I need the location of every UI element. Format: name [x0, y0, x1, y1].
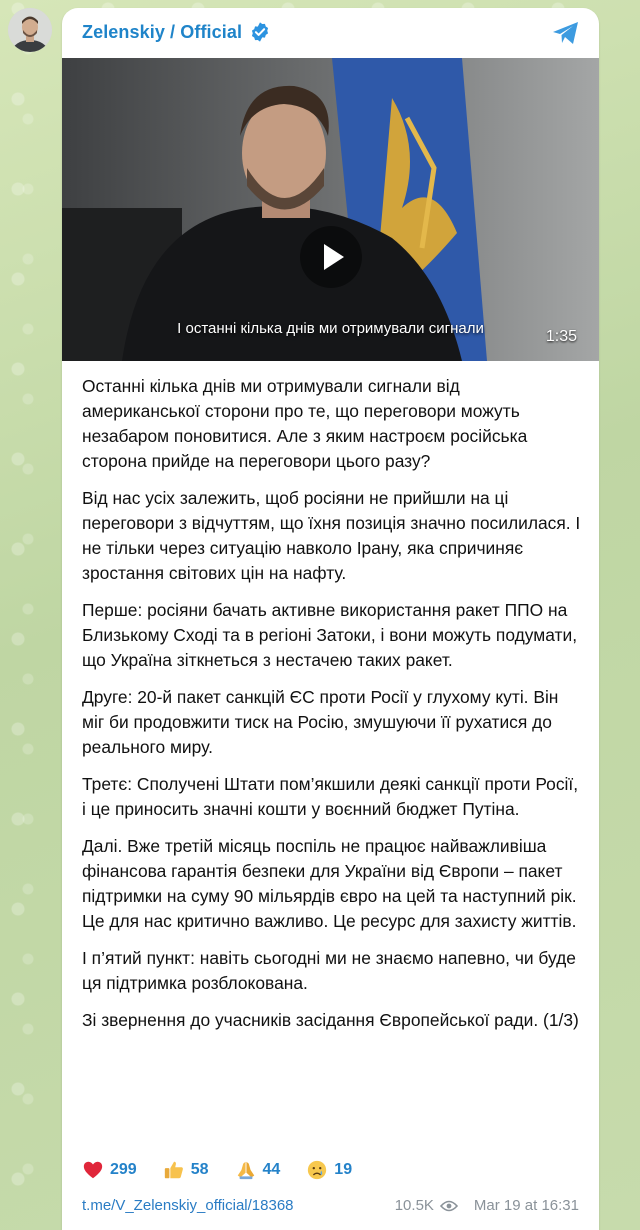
channel-name[interactable]: Zelenskiy / Official — [82, 21, 243, 42]
channel-avatar[interactable] — [8, 8, 52, 52]
post-paragraph: Від нас усіх залежить, щоб росіяни не прийшли на ці переговори з відчуттям, що їхня позиція значно посилилася. І не тільки через ситуацію навколо Ірану, яка спричиняє зростання світових цін на нафту. — [82, 488, 581, 583]
reaction-crying-face[interactable] — [306, 1159, 352, 1181]
message-bubble — [62, 8, 599, 1230]
post-paragraph: Зі звернення до учасників засідання Європейської ради. (1/3) — [82, 1010, 579, 1030]
message-header — [82, 20, 271, 44]
reaction-count: 58 — [190, 1161, 209, 1178]
message-meta — [395, 1197, 579, 1214]
post-paragraph: Далі. Вже третій місяць поспіль не працює найважливіша фінансова гарантія безпеки для України від Європи – пакет підтримки на суму 90 мільярдів євро на цей та наступний рік. Це для нас критично важливо. Це ресурс для захисту життів. — [82, 836, 577, 931]
folded-hands-icon — [235, 1159, 257, 1181]
video-thumbnail — [62, 58, 599, 361]
red-heart-icon — [82, 1159, 104, 1181]
play-button[interactable] — [300, 226, 362, 288]
post-link[interactable]: t.me/V_Zelenskiy_official/18368 — [82, 1196, 294, 1214]
thumbs-up-icon — [163, 1159, 185, 1181]
post-paragraph: Третє: Сполучені Штати пом’якшили деякі санкції проти Росії, і це приносить значні кошти у воєнний бюджет Путіна. — [82, 774, 579, 819]
reactions-bar — [82, 1157, 378, 1183]
post-text — [82, 374, 582, 1045]
reaction-count: 299 — [110, 1161, 137, 1178]
post-paragraph: Друге: 20-й пакет санкцій ЄС проти Росії у глухому куті. Він міг би продовжити тиск на Росію, змушуючи її рухатися до реального миру. — [82, 687, 559, 757]
post-paragraph: І п’ятий пункт: навіть сьогодні ми не знаємо напевно, чи буде ця підтримка розблокована. — [82, 948, 576, 993]
eye-icon — [440, 1199, 458, 1211]
post-date: Mar 19 at 16:31 — [473, 1196, 579, 1214]
reaction-count: 44 — [262, 1161, 281, 1178]
view-count: 10.5K — [394, 1196, 434, 1214]
post-paragraph: Перше: росіяни бачать активне використання ракет ППО на Близькому Сході та в регіоні Затоки, і вони можуть подумати, що Україна зіткнеться з нестачею таких ракет. — [82, 600, 578, 670]
video-subtitle: І останні кілька днів ми отримували сигнали — [177, 320, 484, 337]
reaction-heart[interactable] — [82, 1159, 137, 1181]
crying-face-icon — [306, 1159, 328, 1181]
verified-badge-icon — [249, 21, 271, 43]
video-duration: 1:35 — [545, 328, 577, 345]
message-footer — [82, 1194, 579, 1216]
video-player[interactable] — [62, 58, 599, 361]
reaction-thumbs-up[interactable] — [163, 1159, 209, 1181]
reaction-count: 19 — [334, 1161, 353, 1178]
share-icon[interactable] — [551, 20, 581, 46]
post-paragraph: Останні кілька днів ми отримували сигнали від американської сторони про те, що переговори можуть незабаром поновитися. Але з яким настроєм російська сторона прийде на переговори цього разу? — [82, 376, 528, 471]
reaction-folded-hands[interactable] — [235, 1159, 281, 1181]
